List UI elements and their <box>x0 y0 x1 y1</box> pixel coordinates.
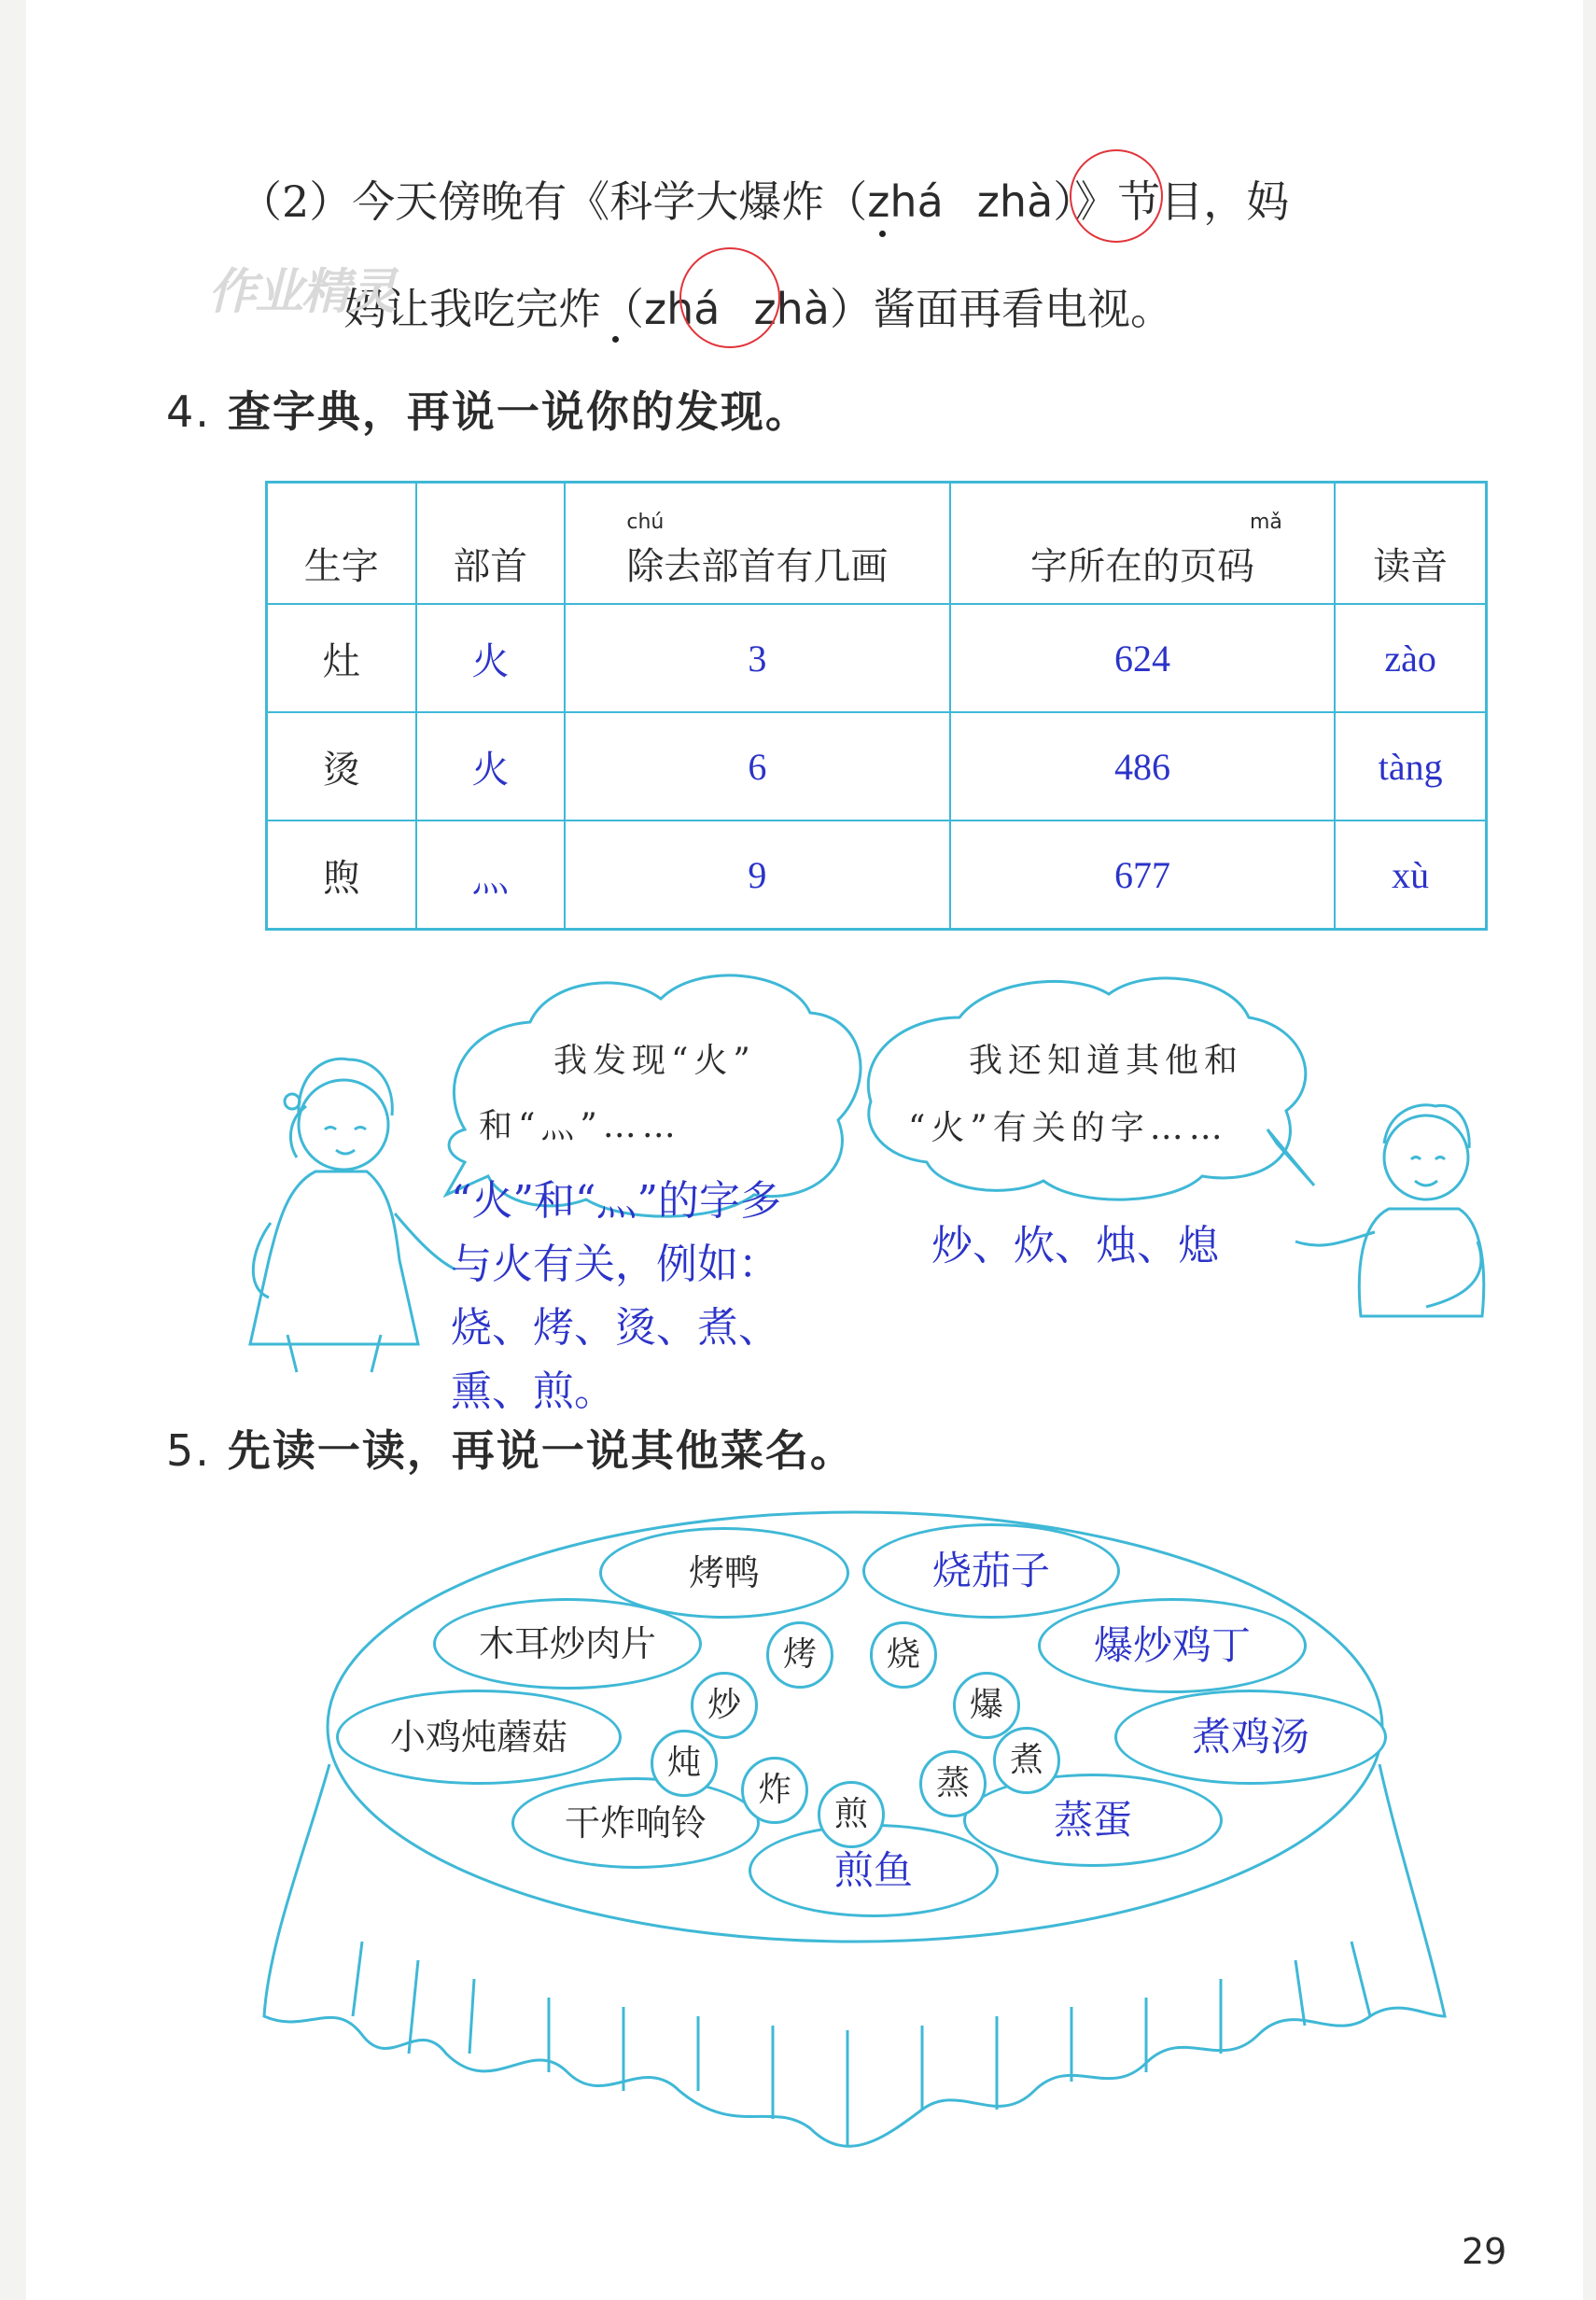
header-strokes <box>565 483 950 605</box>
cell-char: 烫 <box>267 712 416 820</box>
girl-answer-line3: 烧、烤、烫、煮、 <box>451 1304 779 1352</box>
coin-shao: 烧 <box>870 1621 937 1689</box>
q4-number: 4. <box>166 386 211 437</box>
cell-radical: 灬 <box>416 820 566 930</box>
answer-circle-1 <box>1070 149 1163 243</box>
table-row <box>267 712 1487 820</box>
cell-reading: tàng <box>1335 712 1486 820</box>
pinyin-ma: mǎ <box>1250 511 1282 534</box>
coin-bao: 爆 <box>953 1672 1020 1739</box>
q3-line1-text-a: （2）今天傍晚有《科学大爆炸（ <box>239 176 868 227</box>
plate-label: 煎鱼 <box>833 1847 913 1893</box>
cell-page: 677 <box>950 820 1336 930</box>
emphasis-dot-2 <box>612 336 619 343</box>
table-row <box>267 820 1487 930</box>
cell-char: 煦 <box>267 820 416 930</box>
boy-illustration <box>1295 1105 1484 1316</box>
plate-label: 蒸蛋 <box>1053 1797 1132 1843</box>
plate-label: 煮鸡汤 <box>1191 1714 1309 1760</box>
answer-circle-2 <box>679 247 780 348</box>
cell-reading: xù <box>1335 820 1486 930</box>
coin-zhu: 煮 <box>993 1727 1060 1794</box>
header-radical: 部首 <box>416 483 566 605</box>
coin-chao: 炒 <box>691 1672 758 1739</box>
coin-dun: 炖 <box>651 1730 718 1797</box>
q3-option-zha4-b: zhà <box>753 284 830 334</box>
plate-label: 干炸响铃 <box>564 1802 707 1844</box>
header-strokes-label: 除去部首有几画 <box>626 545 889 588</box>
cell-char: 灶 <box>267 604 416 712</box>
plate-fungus-pork <box>433 1598 702 1690</box>
q3-option-zha2-a: zhá <box>867 176 944 227</box>
girl-illustration <box>250 1059 455 1372</box>
plate-chicken-dices <box>1038 1598 1307 1693</box>
pinyin-chu: chú <box>626 511 665 534</box>
page <box>26 0 1583 2300</box>
cell-page: 624 <box>950 604 1336 712</box>
q3-line1-text-b: ）》节目，妈 <box>1053 176 1290 227</box>
girl-bubble-line1: 我发现“火” <box>553 1042 756 1080</box>
q4-heading <box>166 378 810 440</box>
page-number: 29 <box>1462 2231 1507 2272</box>
plate-fried-rolls <box>511 1777 760 1869</box>
q5-heading <box>166 1417 855 1479</box>
plate-label: 烤鸭 <box>688 1552 760 1593</box>
emphasis-dot-1 <box>879 231 886 237</box>
girl-answer-line1: “火”和“灬”的字多 <box>451 1177 781 1225</box>
boy-bubble-line2: “火”有关的字…… <box>908 1109 1228 1147</box>
cell-strokes: 9 <box>565 820 950 930</box>
watermark: 作业精灵 <box>208 264 396 320</box>
q5-number: 5. <box>166 1425 211 1476</box>
q3-line2-text-b: ）酱面再看电视。 <box>830 284 1173 334</box>
table-row <box>267 604 1487 712</box>
plate-steamed-egg <box>963 1774 1223 1867</box>
plate-label: 爆炒鸡丁 <box>1093 1622 1251 1668</box>
q5-title: 先读一读，再说一说其他菜名。 <box>227 1425 855 1476</box>
coin-kao: 烤 <box>766 1621 833 1689</box>
header-page-label: 字所在的页码 <box>1030 545 1254 588</box>
cell-radical: 火 <box>416 712 566 820</box>
table-header-row <box>267 483 1487 605</box>
cell-page: 486 <box>950 712 1336 820</box>
cell-strokes: 3 <box>565 604 950 712</box>
q4-title: 查字典，再说一说你的发现。 <box>227 386 810 437</box>
girl-bubble-line2: 和“灬”…… <box>479 1107 681 1145</box>
girl-answer-line4: 熏、煎。 <box>451 1367 615 1415</box>
boy-bubble-line1: 我还知道其他和 <box>969 1042 1244 1080</box>
discussion-illustration <box>26 943 1583 1428</box>
cell-radical: 火 <box>416 604 566 712</box>
q3-option-zha2-b: zhá <box>644 284 721 334</box>
coin-jian: 煎 <box>818 1781 885 1848</box>
girl-answer-line2: 与火有关，例如： <box>451 1241 779 1288</box>
header-char: 生字 <box>267 483 416 605</box>
boy-answer: 炒、炊、烛、熄 <box>931 1222 1219 1269</box>
cell-reading: zào <box>1335 604 1486 712</box>
q3-option-zha4-a: zhà <box>976 176 1054 227</box>
plate-label: 小鸡炖蘑菇 <box>389 1717 567 1758</box>
plate-chicken-mushroom <box>336 1690 622 1785</box>
coin-zheng: 蒸 <box>919 1750 987 1817</box>
header-page <box>950 483 1336 605</box>
plate-chicken-soup <box>1114 1690 1387 1785</box>
plate-label: 烧茄子 <box>931 1548 1050 1593</box>
cell-strokes: 6 <box>565 712 950 820</box>
header-reading: 读音 <box>1335 483 1486 605</box>
q3-line2-text-a: 妈让我吃完炸（ <box>343 284 644 334</box>
dictionary-table <box>265 481 1488 931</box>
plate-label: 木耳炒肉片 <box>478 1623 656 1664</box>
boy-speech-bubble <box>868 978 1314 1199</box>
coin-zha: 炸 <box>741 1757 808 1824</box>
